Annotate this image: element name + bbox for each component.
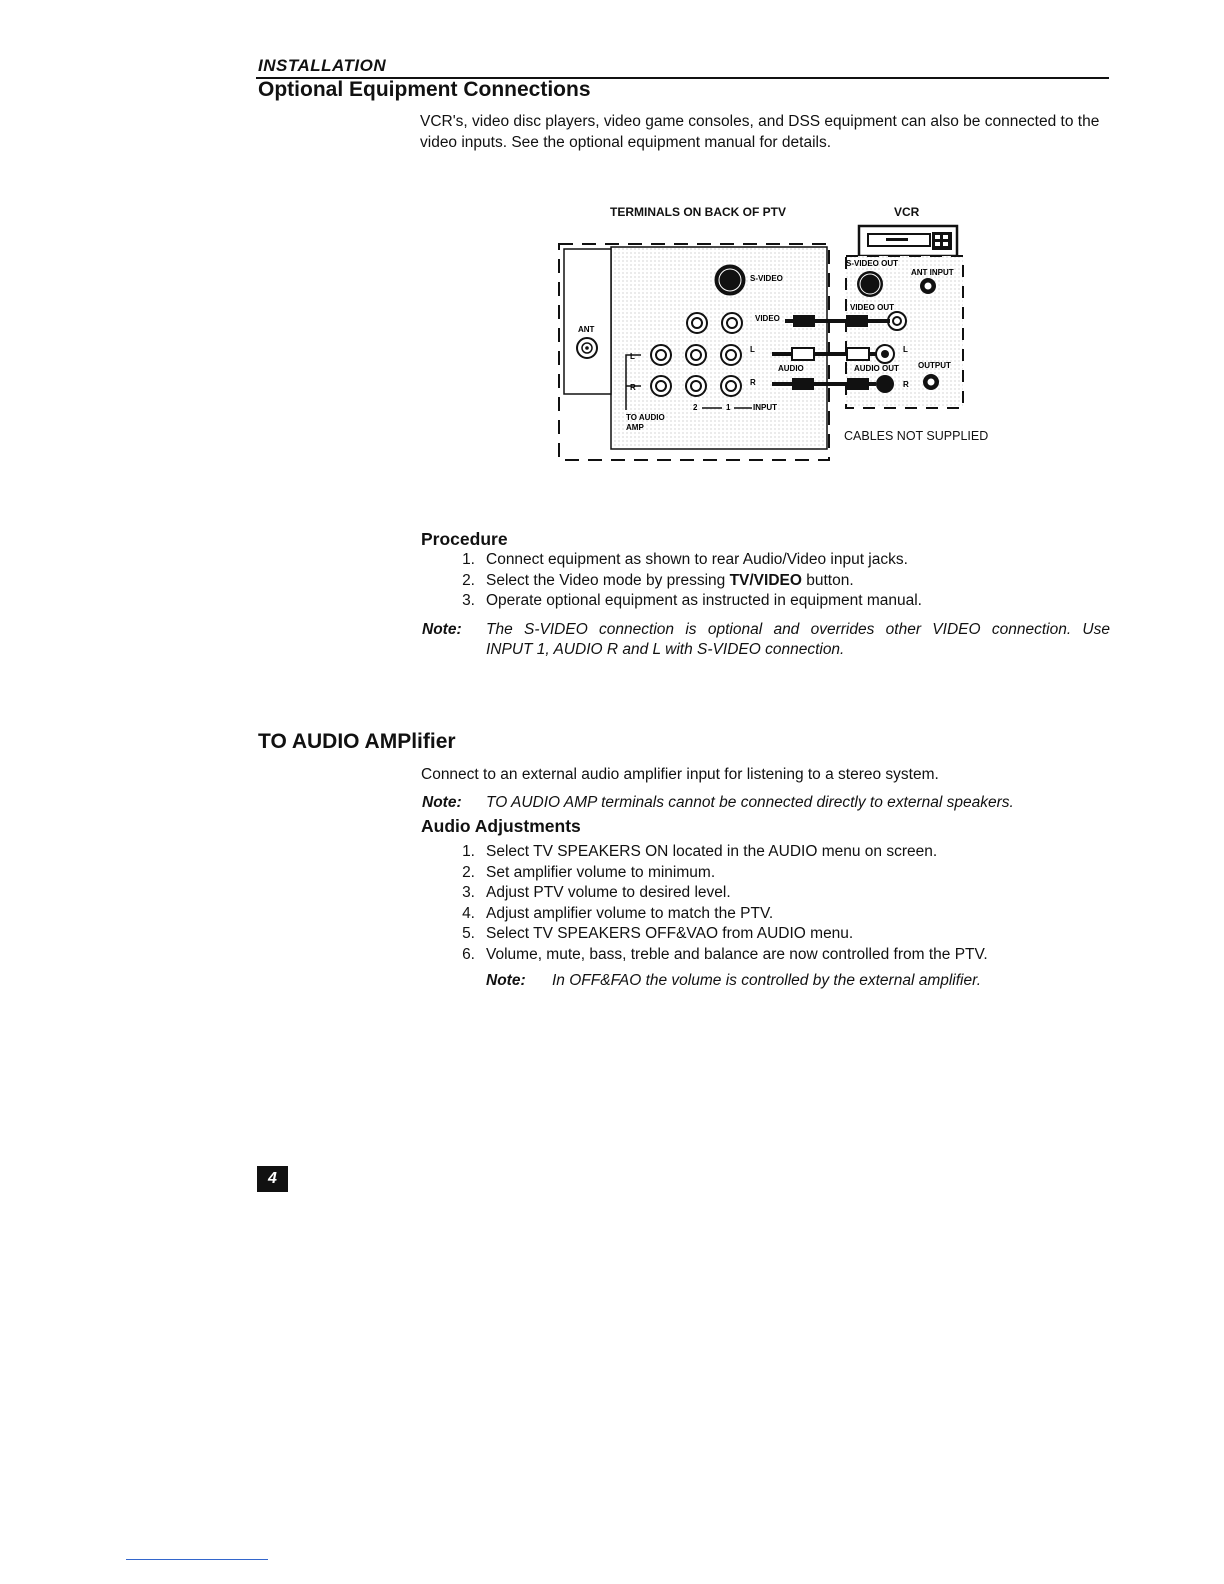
connection-diagram bbox=[550, 220, 980, 470]
svg-text:L: L bbox=[903, 345, 908, 354]
audio-l-jacks bbox=[651, 345, 741, 365]
amp-note-label: Note: bbox=[422, 794, 462, 811]
adjustment-step: 3. Adjust PTV volume to desired level. bbox=[462, 884, 731, 901]
final-note-label: Note: bbox=[486, 972, 526, 989]
audio-l-label: L bbox=[750, 345, 755, 354]
procedure-note-line1: The S-VIDEO connection is optional and overrides other VIDEO connection. Use bbox=[486, 621, 1110, 638]
amp-intro: Connect to an external audio amplifier input for listening to a stereo system. bbox=[421, 766, 939, 783]
svg-text:L: L bbox=[630, 352, 635, 361]
audio-adjustment-steps bbox=[455, 842, 1105, 965]
amp-section-title: TO AUDIO AMPlifier bbox=[258, 730, 456, 753]
terminals-label: TERMINALS ON BACK OF PTV bbox=[610, 205, 786, 219]
procedure-steps bbox=[455, 550, 1105, 612]
page-title: Optional Equipment Connections bbox=[258, 78, 591, 101]
intro-paragraph: VCR's, video disc players, video game consoles, and DSS equipment can also be connected to the video inputs. See the optional equipment manual for details. bbox=[420, 113, 1100, 151]
svg-text:R: R bbox=[903, 380, 909, 389]
procedure-heading: Procedure bbox=[421, 529, 508, 549]
adjustment-step: 2. Set amplifier volume to minimum. bbox=[462, 863, 716, 881]
video-label: VIDEO bbox=[755, 314, 780, 323]
procedure-step: 1. Connect equipment as shown to rear Audio/Video input jacks. bbox=[462, 551, 908, 568]
page-number: 4 bbox=[257, 1166, 288, 1192]
audio-out-label: AUDIO OUT bbox=[854, 364, 899, 373]
procedure-note-label: Note: bbox=[422, 621, 462, 638]
s-video-label: S-VIDEO bbox=[750, 274, 783, 283]
input-2-label: 2 bbox=[693, 403, 698, 412]
s-video-out-label: S-VIDEO OUT bbox=[846, 259, 899, 268]
amp-label: AMP bbox=[626, 423, 644, 432]
amp-note-text: TO AUDIO AMP terminals cannot be connected directly to external speakers. bbox=[486, 794, 1014, 811]
audio-r-jacks bbox=[651, 376, 741, 396]
ant-panel bbox=[564, 249, 611, 394]
to-audio-label: TO AUDIO bbox=[626, 413, 665, 422]
cables-note: CABLES NOT SUPPLIED bbox=[844, 429, 989, 443]
adjustment-step: 5. Select TV SPEAKERS OFF&VAO from AUDIO menu. bbox=[462, 925, 854, 942]
input-label: INPUT bbox=[753, 403, 777, 412]
adjustment-step: 1. Select TV SPEAKERS ON located in the AUDIO menu on screen. bbox=[462, 843, 938, 860]
video-out-label: VIDEO OUT bbox=[850, 303, 895, 312]
output-label: OUTPUT bbox=[918, 361, 951, 370]
adjustment-step: 4. Adjust amplifier volume to match the PTV. bbox=[462, 904, 774, 922]
audio-label: AUDIO bbox=[778, 364, 804, 373]
procedure-step: 3. Operate optional equipment as instructed in equipment manual. bbox=[462, 592, 922, 609]
adjustment-step: 6. Volume, mute, bass, treble and balance are now controlled from the PTV. bbox=[462, 945, 988, 963]
ant-label: ANT bbox=[578, 325, 595, 334]
svg-text:R: R bbox=[630, 383, 636, 392]
vcr-label: VCR bbox=[894, 205, 920, 219]
vcr-icon bbox=[859, 226, 957, 256]
input-1-label: 1 bbox=[726, 403, 731, 412]
audio-adjustments-heading: Audio Adjustments bbox=[421, 816, 581, 836]
final-note-text: In OFF&FAO the volume is controlled by the external amplifier. bbox=[552, 972, 982, 989]
section-label: INSTALLATION bbox=[258, 56, 387, 75]
procedure-step: 2. Select the Video mode by pressing TV/VIDEO button. bbox=[462, 571, 854, 589]
procedure-note-line2: INPUT 1, AUDIO R and L with S-VIDEO connection. bbox=[486, 641, 845, 658]
audio-r-label: R bbox=[750, 378, 756, 387]
footnote-rule bbox=[126, 1559, 268, 1560]
vcr-audio-r-jack-icon bbox=[876, 375, 894, 393]
ant-input-label: ANT INPUT bbox=[911, 268, 954, 277]
